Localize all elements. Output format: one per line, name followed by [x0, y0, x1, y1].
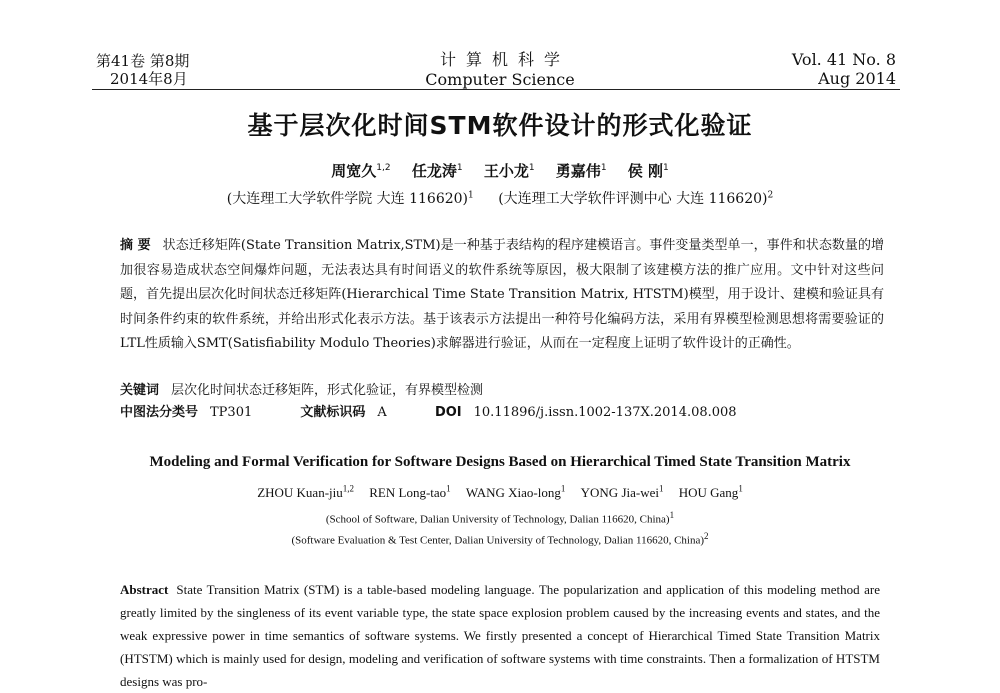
journal-name-cn: 计算机科学	[439, 50, 570, 69]
journal-issue-cn	[96, 52, 189, 88]
author-cn: 任龙涛$^1$	[411, 162, 463, 180]
author-en: YONG Jia-wei$^1$	[580, 484, 664, 501]
journal-issue-en	[792, 50, 896, 88]
author-cn: 侯 刚$^1$	[627, 162, 669, 180]
author-en: REN Long-tao$^1$	[369, 484, 451, 501]
clc-label: 中图法分类号	[120, 405, 199, 420]
affiliation-cn: (大连理工大学软件学院 大连 116620)$^1$	[226, 190, 474, 207]
abstract-cn-label: 摘 要	[120, 238, 151, 253]
paper-title-en: Modeling and Formal Verification for Software Designs Based on Hierarchical Timed State Transition Matrix	[149, 454, 851, 470]
abstract-en-text: State Transition Matrix (STM) is a table-based modeling language. The popularization and application of this modeling method are greatly limited by the singleness of its event variable type, the state space explosion problem caused by the increasing events and states, and the weak expressive power in time semantics of software systems. We firstly presented a concept of Hierarchical Timed State Transition Matrix (HTSTM) which is mainly used for design, modeling and verification of software systems with time constraints. Then a formalization of HTSTM designs was pro-	[120, 582, 880, 689]
affiliations-cn	[100, 188, 900, 208]
doi-value[interactable]: 10.11896/j.issn.1002-137X.2014.08.008	[473, 405, 737, 420]
keywords-cn-label: 关键词	[120, 383, 160, 398]
classification-line	[120, 402, 884, 424]
doc-code-value: A	[377, 405, 387, 420]
date-cn: 2014年8月	[110, 70, 188, 88]
author-cn: 周宽久$^{1,2}$	[331, 162, 391, 180]
abstract-en-label: Abstract	[120, 582, 169, 597]
author-cn: 王小龙$^1$	[483, 162, 535, 180]
clc-value: TP301	[210, 405, 253, 420]
volume-cn: 第41卷 第8期	[96, 52, 190, 70]
journal-name-en: Computer Science	[425, 70, 575, 89]
abstract-cn	[120, 234, 884, 357]
doc-code-label: 文献标识码	[300, 405, 366, 420]
affiliation-en-1: (School of Software, Dalian University of Technology, Dalian 116620, China)$^1$	[325, 510, 675, 526]
date-en: Aug 2014	[818, 69, 896, 88]
affiliation-en-2: (Software Evaluation & Test Center, Dalian University of Technology, Dalian 116620, China)$^2$	[291, 531, 709, 547]
paper-title-cn: 基于层次化时间STM软件设计的形式化验证	[247, 111, 753, 140]
author-en: WANG Xiao-long$^1$	[465, 484, 566, 501]
journal-name	[405, 50, 595, 90]
author-en: ZHOU Kuan-jiu$^{1,2}$	[257, 484, 355, 501]
volume-en: Vol. 41 No. 8	[791, 50, 896, 69]
affiliation-cn: (大连理工大学软件评测中心 大连 116620)$^2$	[498, 190, 774, 207]
author-cn: 勇嘉伟$^1$	[555, 162, 607, 180]
abstract-cn-text: 状态迁移矩阵(State Transition Matrix,STM)是一种基于表结构的程序建模语言。事件变量类型单一，事件和状态数量的增加很容易造成状态空间爆炸问题，无法表达具有时间语义的软件系统等原因，极大限制了该建模方法的推广应用。文中针对这些问题，首先提出层次化时间状态迁移矩阵(Hierarchical Time State Transition Matrix, HTSTM)模型，用于设计、建模和验证具有时间条件约束的软件系统，并给出形式化表示方法。基于该表示方法提出一种符号化编码方法，采用有界模型检测思想将需要验证的LTL性质输入SMT(Satisfiability Modulo Theories)求解器进行验证，从而在一定程度上证明了软件设计的正确性。	[120, 238, 884, 351]
author-list-cn	[100, 160, 900, 181]
keywords-cn	[120, 380, 884, 402]
header-rule	[92, 89, 900, 90]
author-list-en	[100, 484, 900, 501]
author-en: HOU Gang$^1$	[678, 484, 743, 501]
abstract-en	[120, 578, 880, 693]
keywords-cn-text: 层次化时间状态迁移矩阵，形式化验证，有界模型检测	[171, 383, 484, 398]
doi-label: DOI	[434, 405, 462, 420]
